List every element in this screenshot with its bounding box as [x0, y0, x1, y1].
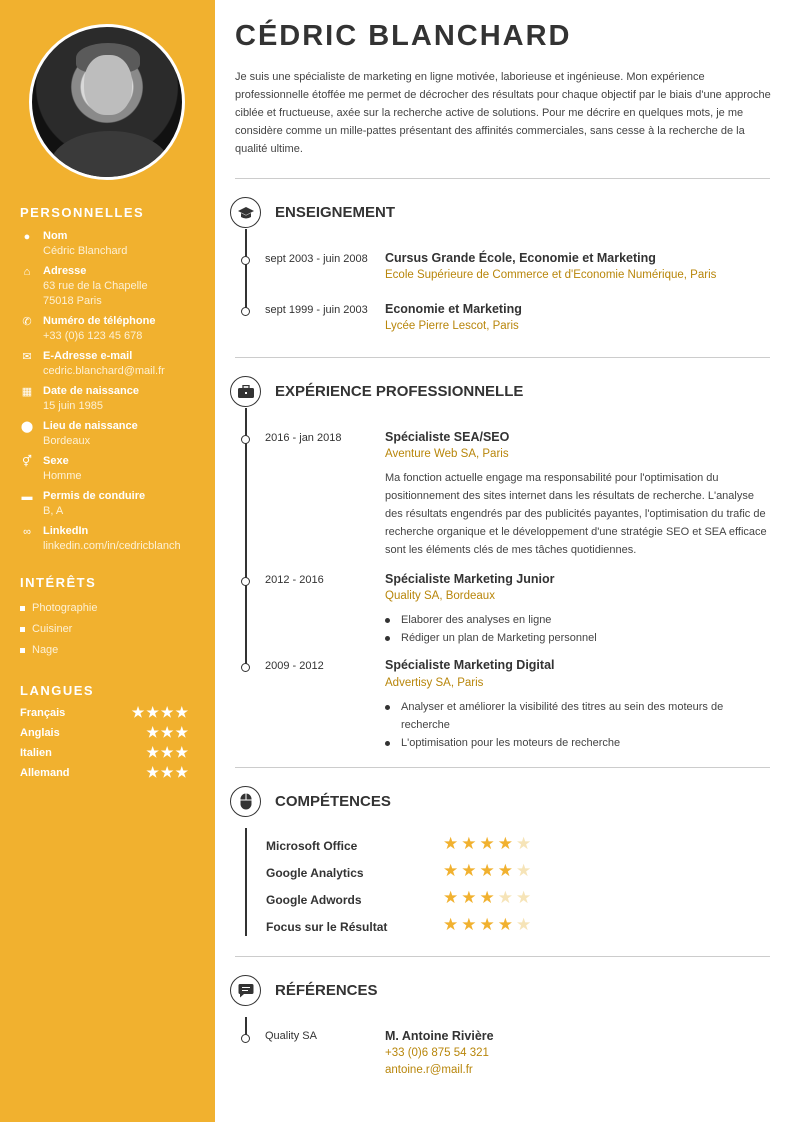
- divider: [235, 357, 770, 358]
- skill-rating: [443, 861, 534, 881]
- label: Nom: [43, 230, 68, 242]
- star-filled-icon: ★: [497, 834, 516, 853]
- home-icon: ⌂: [23, 266, 31, 278]
- star-filled-icon: ★: [443, 834, 462, 853]
- entry-date: 2009 - 2012: [265, 660, 324, 672]
- entry-date: sept 1999 - juin 2003: [265, 304, 368, 316]
- interest-item: [20, 602, 97, 614]
- entry-title: Spécialiste Marketing Junior: [385, 572, 555, 586]
- car-icon: ▬: [21, 491, 33, 503]
- star-empty-icon: ★: [516, 888, 535, 907]
- interest-label: Nage: [32, 644, 59, 656]
- envelope-icon: ✉: [22, 351, 32, 363]
- timeline-dot: [241, 663, 250, 672]
- interests-heading: INTÉRÊTS: [20, 575, 97, 590]
- timeline-line: [245, 828, 247, 936]
- value: 75018 Paris: [43, 295, 102, 307]
- entry-company: Aventure Web SA, Paris: [385, 448, 509, 460]
- star-filled-icon: ★: [461, 888, 480, 907]
- language-row: [20, 724, 190, 740]
- entry-title: Economie et Marketing: [385, 302, 522, 316]
- entry-date: sept 2003 - juin 2008: [265, 253, 368, 265]
- skill-rating: [443, 915, 534, 935]
- calendar-icon: ▦: [21, 386, 33, 398]
- label: Sexe: [43, 455, 69, 467]
- divider: [235, 956, 770, 957]
- bullet-text: Rédiger un plan de Marketing personnel: [401, 632, 597, 644]
- bullet-item: [385, 734, 745, 752]
- skill-name: Google Analytics: [266, 866, 364, 880]
- interest-label: Cuisiner: [32, 623, 73, 635]
- bullet-icon: [385, 741, 390, 746]
- bullet-icon: [385, 636, 390, 641]
- star-filled-icon: ★: [479, 834, 498, 853]
- sidebar: [0, 0, 215, 1122]
- value: Bordeaux: [43, 435, 91, 447]
- divider: [235, 178, 770, 179]
- bullet-icon: [20, 606, 25, 611]
- bullet-text: L'optimisation pour les moteurs de recherche: [401, 737, 621, 749]
- language-row: [20, 704, 190, 720]
- timeline-dot: [241, 307, 250, 316]
- languages-heading: LANGUES: [20, 683, 95, 698]
- timeline-dot: [241, 256, 250, 265]
- value[interactable]: linkedin.com/in/cedricblanch: [43, 540, 181, 552]
- entry-company: Advertisy SA, Paris: [385, 677, 484, 689]
- star-empty-icon: ★: [516, 915, 535, 934]
- language-name: Français: [20, 707, 66, 719]
- star-filled-icon: ★: [479, 888, 498, 907]
- skill-name: Google Adwords: [266, 893, 362, 907]
- interest-label: Photographie: [32, 602, 98, 614]
- divider: [235, 767, 770, 768]
- profile-summary: Je suis une spécialiste de marketing en ligne motivée, laborieuse et ingénieuse. Mon expérience professionnelle étoffée me permet de décrocher des résultats pour chaque objectif par le biais d'une approche ciblée et fructueuse, axée sur la recherche active de solutions. Pour me décrire en quelques mots, je me considère comme un mille-pattes présentant des affinités commerciales, sans cesse à la recherche de la qualité ultime.: [235, 71, 771, 155]
- star-empty-icon: ★: [516, 861, 535, 880]
- reference-company: Quality SA: [265, 1030, 317, 1042]
- bullet-text: Analyser et améliorer la visibilité des titres au sein des moteurs de recherche: [401, 701, 724, 731]
- bullet-icon: [385, 705, 390, 710]
- label: Numéro de téléphone: [43, 315, 156, 327]
- star-empty-icon: ★: [497, 888, 516, 907]
- reference-name: M. Antoine Rivière: [385, 1029, 494, 1043]
- timeline-dot: [241, 435, 250, 444]
- bullet-text: Elaborer des analyses en ligne: [401, 614, 552, 626]
- skill-name: Focus sur le Résultat: [266, 920, 388, 934]
- star-filled-icon: ★: [443, 861, 462, 880]
- star-filled-icon: ★: [461, 834, 480, 853]
- label: LinkedIn: [43, 525, 89, 537]
- bullet-item: [385, 611, 745, 629]
- language-row: [20, 764, 190, 780]
- bullet-icon: [385, 618, 390, 623]
- experience-heading: EXPÉRIENCE PROFESSIONNELLE: [275, 383, 524, 400]
- value: 15 juin 1985: [43, 400, 103, 412]
- reference-phone: +33 (0)6 875 54 321: [385, 1047, 489, 1059]
- graduation-cap-icon: [230, 197, 261, 228]
- star-filled-icon: ★: [443, 915, 462, 934]
- entry-school: Lycée Pierre Lescot, Paris: [385, 320, 519, 332]
- timeline-dot: [241, 577, 250, 586]
- star-filled-icon: ★: [479, 915, 498, 934]
- value: B, A: [43, 505, 64, 517]
- value[interactable]: cedric.blanchard@mail.fr: [43, 365, 165, 377]
- entry-title: Spécialiste SEA/SEO: [385, 430, 510, 444]
- skill-rating: [443, 834, 534, 854]
- value: Homme: [43, 470, 82, 482]
- star-filled-icon: ★: [461, 915, 480, 934]
- interest-item: [20, 644, 58, 656]
- link-icon: ∞: [23, 526, 31, 538]
- entry-school: Ecole Supérieure de Commerce et d'Economie Numérique, Paris: [385, 269, 717, 281]
- star-filled-icon: ★: [497, 915, 516, 934]
- value: 63 rue de la Chapelle: [43, 280, 148, 292]
- timeline-line: [245, 229, 247, 313]
- star-filled-icon: ★: [479, 861, 498, 880]
- language-name: Allemand: [20, 767, 70, 779]
- star-rating: ★★★★: [131, 704, 190, 720]
- star-filled-icon: ★: [461, 861, 480, 880]
- bullet-icon: [20, 648, 25, 653]
- reference-email[interactable]: antoine.r@mail.fr: [385, 1064, 473, 1076]
- entry-date: 2016 - jan 2018: [265, 432, 342, 444]
- star-rating: ★★★: [146, 764, 190, 780]
- label: Date de naissance: [43, 385, 139, 397]
- chat-bubble-icon: [230, 975, 261, 1006]
- interest-item: [20, 623, 72, 635]
- value: Cédric Blanchard: [43, 245, 128, 257]
- star-rating: ★★★: [146, 724, 190, 740]
- label: Lieu de naissance: [43, 420, 138, 432]
- language-name: Anglais: [20, 727, 60, 739]
- timeline-dot: [241, 1034, 250, 1043]
- entry-title: Spécialiste Marketing Digital: [385, 658, 555, 672]
- star-empty-icon: ★: [516, 834, 535, 853]
- star-rating: ★★★: [146, 744, 190, 760]
- bullet-icon: [20, 627, 25, 632]
- language-name: Italien: [20, 747, 52, 759]
- entry-description: Ma fonction actuelle engage ma responsabilité pour l'optimisation du positionnement des sites internet dans les résultats de recherche. L'analyse des résultats engendrés par des publicités payantes, l'optimisation du trafic de recherche organique et le développement d'une stratégie SEO et SEA efficace sont les éléments clés de mes tâches quotidiennes.: [385, 472, 767, 556]
- star-filled-icon: ★: [497, 861, 516, 880]
- candidate-name: CÉDRIC BLANCHARD: [235, 20, 572, 52]
- phone-icon: ✆: [22, 316, 32, 328]
- profile-photo: [29, 24, 185, 180]
- briefcase-icon: [230, 376, 261, 407]
- language-row: [20, 744, 190, 760]
- person-icon: ●: [23, 231, 31, 243]
- entry-date: 2012 - 2016: [265, 574, 324, 586]
- references-heading: RÉFÉRENCES: [275, 982, 378, 999]
- star-filled-icon: ★: [443, 888, 462, 907]
- label: Adresse: [43, 265, 87, 277]
- bullet-item: [385, 629, 745, 647]
- entry-title: Cursus Grande École, Economie et Marketing: [385, 251, 656, 265]
- skill-name: Microsoft Office: [266, 839, 358, 853]
- skill-rating: [443, 888, 534, 908]
- gender-icon: ⚥: [22, 456, 32, 468]
- mouse-icon: [230, 786, 261, 817]
- education-heading: ENSEIGNEMENT: [275, 204, 396, 221]
- timeline-line: [245, 408, 247, 668]
- bullet-item: [385, 698, 745, 734]
- personal-heading: PERSONNELLES: [20, 205, 145, 220]
- location-pin-icon: ⬤: [20, 421, 34, 433]
- label: E-Adresse e-mail: [43, 350, 133, 362]
- skills-heading: COMPÉTENCES: [275, 793, 391, 810]
- entry-company: Quality SA, Bordeaux: [385, 590, 495, 602]
- label: Permis de conduire: [43, 490, 146, 502]
- value: +33 (0)6 123 45 678: [43, 330, 143, 342]
